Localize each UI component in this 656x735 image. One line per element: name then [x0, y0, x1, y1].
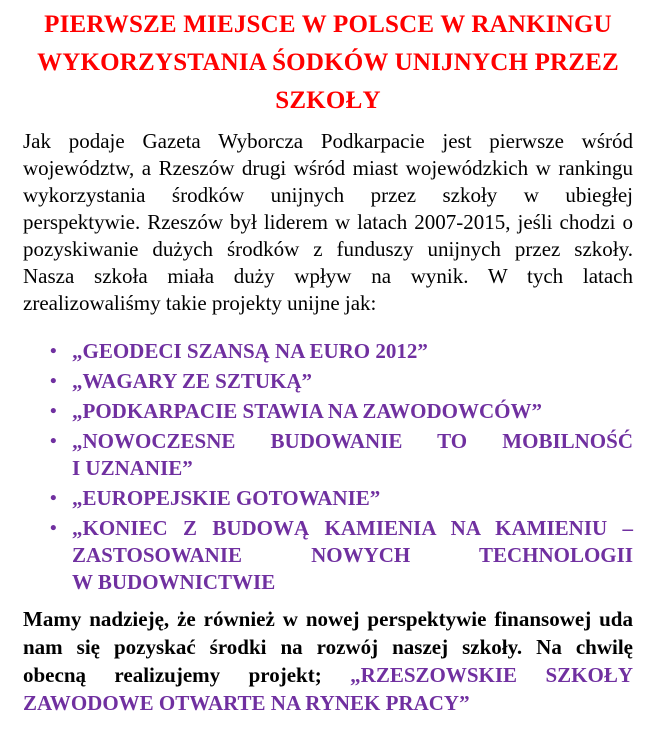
- list-item-text: „EUROPEJSKIE GOTOWANIE”: [72, 486, 381, 510]
- list-item: [23, 368, 633, 395]
- paragraph-line: pozyskiwanie dużych środków z funduszy unijnych przez szkoły.: [23, 237, 633, 261]
- document-title: [23, 6, 633, 120]
- list-item: [23, 338, 633, 365]
- list-item: [23, 398, 633, 425]
- project-name-highlight: „RZESZOWSKIE SZKOŁY: [350, 663, 634, 687]
- title-line-1: PIERWSZE MIEJSCE W POLSCE W RANKINGU: [44, 11, 612, 38]
- closing-paragraph: [23, 605, 633, 717]
- list-item: [23, 515, 633, 596]
- bullet-dot-icon: •: [50, 488, 57, 509]
- paragraph-line: perspektywie. Rzeszów był liderem w latach 2007-2015, jeśli chodzi o: [23, 210, 633, 234]
- list-item: [23, 428, 633, 482]
- paragraph-line: województw, a Rzeszów drugi wśród miast wojewódzkich w rankingu: [23, 156, 633, 180]
- list-item: [23, 485, 633, 512]
- paragraph-line: [23, 661, 633, 689]
- bullet-dot-icon: •: [50, 431, 57, 452]
- list-item-text: I UZNANIE”: [72, 456, 193, 480]
- list-item-text: „NOWOCZESNE BUDOWANIE TO MOBILNOŚĆ: [72, 429, 633, 453]
- paragraph-line: Nasza szkoła miała duży wpływ na wynik. W tych latach: [23, 264, 633, 288]
- paragraph-line: Jak podaje Gazeta Wyborcza Podkarpacie jest pierwsze wśród: [23, 129, 633, 153]
- list-item-text: „WAGARY ZE SZTUKĄ”: [72, 369, 313, 393]
- bullet-dot-icon: •: [50, 371, 57, 392]
- title-line-2: WYKORZYSTANIA ŚODKÓW UNIJNYCH PRZEZ: [37, 49, 619, 76]
- paragraph-line: Mamy nadzieję, że również w nowej perspektywie finansowej uda: [23, 607, 633, 631]
- list-item-text: „KONIEC Z BUDOWĄ KAMIENIA NA KAMIENIU –: [72, 516, 633, 540]
- list-item-text: „GEODECI SZANSĄ NA EURO 2012”: [72, 339, 428, 363]
- projects-list: [23, 338, 633, 596]
- paragraph-line: wykorzystania środków unijnych przez szkoły w ubiegłej: [23, 183, 633, 207]
- bullet-dot-icon: •: [50, 518, 57, 539]
- paragraph-line: nam się pozyskać środki na rozwój naszej szkoły. Na chwilę: [23, 635, 633, 659]
- project-name-highlight: ZAWODOWE OTWARTE NA RYNEK PRACY”: [23, 691, 470, 715]
- bullet-dot-icon: •: [50, 401, 57, 422]
- closing-text-black: obecną realizujemy projekt;: [23, 663, 322, 687]
- bullet-dot-icon: •: [50, 341, 57, 362]
- intro-paragraph: [23, 128, 633, 317]
- paragraph-line: zrealizowaliśmy takie projekty unijne jak:: [23, 291, 377, 315]
- title-line-3: SZKOŁY: [275, 87, 381, 114]
- list-item-text: „PODKARPACIE STAWIA NA ZAWODOWCÓW”: [72, 399, 543, 423]
- list-item-text: W BUDOWNICTWIE: [72, 570, 276, 594]
- list-item-text: ZASTOSOWANIE NOWYCH TECHNOLOGII: [72, 543, 633, 567]
